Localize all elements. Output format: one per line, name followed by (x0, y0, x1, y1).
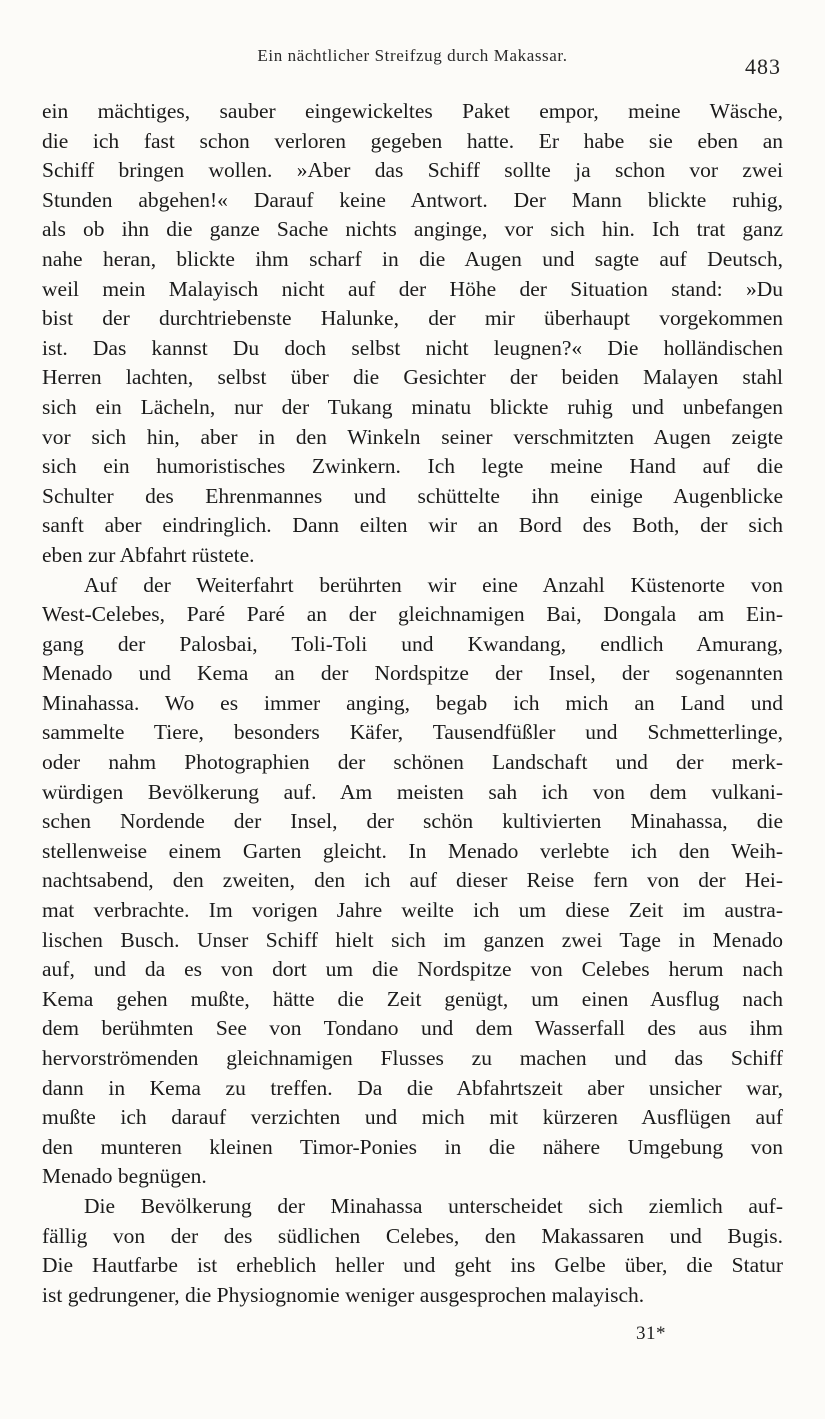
text-line: bist der durchtriebenste Halunke, der mir überhaupt vorgekommen (42, 306, 783, 331)
text-line: als ob ihn die ganze Sache nichts anginge, vor sich hin. Ich trat ganz (42, 217, 783, 242)
text-line: Schiff bringen wollen. »Aber das Schiff sollte ja schon vor zwei (42, 158, 783, 183)
body-text (42, 97, 783, 1310)
paragraph (42, 97, 783, 571)
text-line: eben zur Abfahrt rüstete. (42, 542, 255, 567)
text-line: schen Nordende der Insel, der schön kultivierten Minahassa, die (42, 809, 783, 834)
text-line: mußte ich darauf verzichten und mich mit kürzeren Ausflügen auf (42, 1105, 783, 1130)
text-line: Stunden abgehen!« Darauf keine Antwort. Der Mann blickte ruhig, (42, 187, 783, 212)
text-line: Schulter des Ehrenmannes und schüttelte ihn einige Augenblicke (42, 483, 783, 508)
text-line: die ich fast schon verloren gegeben hatte. Er habe sie eben an (42, 128, 783, 153)
page-number: 483 (745, 54, 781, 79)
text-line: hervorströmenden gleichnamigen Flusses zu machen und das Schiff (42, 1046, 783, 1070)
text-line: Menado und Kema an der Nordspitze der Insel, der sogenannten (42, 661, 783, 686)
text-line: sich ein humoristisches Zwinkern. Ich legte meine Hand auf die (42, 454, 783, 479)
text-line: ist gedrungener, die Physiognomie weniger ausgesprochen malayisch. (42, 1282, 645, 1307)
text-line: Kema gehen mußte, hätte die Zeit genügt, um einen Ausflug nach (42, 986, 783, 1011)
text-line: Menado begnügen. (42, 1164, 207, 1189)
text-line: ist. Das kannst Du doch selbst nicht leugnen?« Die holländischen (42, 335, 783, 360)
text-line: Minahassa. Wo es immer anging, begab ich mich an Land und (42, 690, 783, 715)
text-line: den munteren kleinen Timor-Ponies in die nähere Umgebung von (42, 1134, 783, 1159)
text-line: Herren lachten, selbst über die Gesichter der beiden Malayen stahl (42, 365, 783, 390)
text-line: nachtsabend, den zweiten, den ich auf dieser Reise fern von der Hei- (42, 868, 783, 893)
paragraph (42, 1192, 783, 1310)
text-line: West-Celebes, Paré Paré an der gleichnamigen Bai, Dongala am Ein- (42, 602, 783, 627)
text-line: gang der Palosbai, Toli-Toli und Kwandang, endlich Amurang, (42, 631, 783, 656)
text-line: lischen Busch. Unser Schiff hielt sich im ganzen zwei Tage in Menado (42, 927, 783, 952)
text-line: vor sich hin, aber in den Winkeln seiner verschmitzten Augen zeigte (42, 424, 783, 449)
text-line: nahe heran, blickte ihm scharf in die Augen und sagte auf Deutsch, (42, 246, 783, 271)
text-line: dem berühmten See von Tondano und dem Wasserfall des aus ihm (42, 1016, 783, 1041)
text-line: oder nahm Photographien der schönen Landschaft und der merk- (42, 750, 783, 775)
text-line: sanft aber eindringlich. Dann eilten wir an Bord des Both, der sich (42, 513, 783, 538)
text-line: weil mein Malayisch nicht auf der Höhe der Situation stand: »Du (42, 276, 783, 301)
text-line: fällig von der des südlichen Celebes, den Makassaren und Bugis. (42, 1223, 783, 1248)
text-line: sammelte Tiere, besonders Käfer, Tausendfüßler und Schmetterlinge, (42, 720, 783, 745)
text-line: mat verbrachte. Im vorigen Jahre weilte ich um diese Zeit im austra- (42, 898, 783, 923)
text-line: ein mächtiges, sauber eingewickeltes Paket empor, meine Wäsche, (42, 99, 783, 123)
text-line: auf, und da es von dort um die Nordspitze von Celebes herum nach (42, 957, 783, 982)
text-line: Die Bevölkerung der Minahassa unterscheidet sich ziemlich auf- (84, 1193, 783, 1218)
text-line: stellenweise einem Garten gleicht. In Menado verlebte ich den Weih- (42, 838, 783, 863)
text-line: Auf der Weiterfahrt berührten wir eine Anzahl Küstenorte von (84, 572, 783, 597)
paragraph (42, 571, 783, 1192)
text-line: Die Hautfarbe ist erheblich heller und geht ins Gelbe über, die Statur (42, 1253, 783, 1278)
text-line: dann in Kema zu treffen. Da die Abfahrtszeit aber unsicher war, (42, 1075, 783, 1100)
signature-mark: 31* (636, 1323, 666, 1344)
text-line: sich ein Lächeln, nur der Tukang minatu blickte ruhig und unbefangen (42, 394, 783, 419)
running-head: Ein nächtlicher Streifzug durch Makassar. (257, 46, 568, 65)
text-line: würdigen Bevölkerung auf. Am meisten sah ich von dem vulkani- (42, 779, 783, 804)
